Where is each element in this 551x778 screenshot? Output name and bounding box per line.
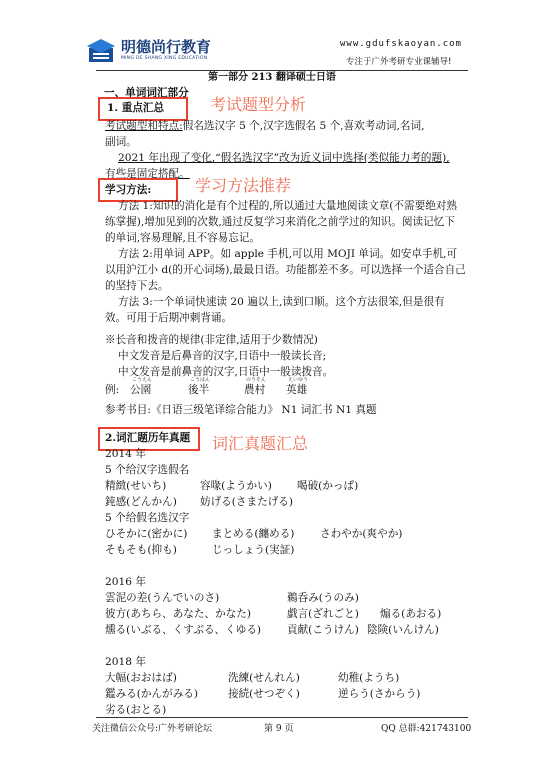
example-label: 例: [105, 384, 120, 396]
logo-subtitle: MING DE SHANG XING EDUCATION [121, 56, 208, 61]
methods-heading: 学习方法: [105, 184, 152, 196]
vocab-item: そもそも(抑も) [105, 544, 177, 556]
example-ruby: えいゆう [288, 377, 309, 383]
logo [86, 36, 116, 66]
vocab-item: 陰険(いんけん) [367, 624, 439, 636]
logo-title: 明德尚行教育 [121, 38, 212, 56]
vocab-item: まとめる(纏める) [212, 528, 295, 540]
method-line: 的单词,容易理解,且不容易忘记。 [105, 232, 261, 244]
vocab-item: 鈍感(どんかん) [105, 496, 177, 508]
year-heading: 2016 年 [105, 576, 146, 588]
example-ruby: こうえん [132, 377, 153, 383]
paragraph-2021-change: 2021 年出现了变化,“假名选汉字”改为近义词中选择(类似能力考的题), [118, 152, 450, 164]
vocab-item: 鑑みる(かんがみる) [105, 688, 199, 700]
method-line: 方法 1:知识的消化是有个过程的,所以通过大量地阅读文章(不需要绝对熟 [118, 200, 457, 212]
exam-type-label: 考试题型和特点: [105, 120, 183, 132]
vocab-item: 彼方(あちら、あなた、かなた) [105, 608, 251, 620]
paragraph-exam-type [105, 118, 424, 134]
method-line: 方法 3:一个单词快速读 20 遍以上,读到口顺。这个方法很笨,但是很有 [118, 296, 445, 308]
method-line: 以用沪江小 d(的开心词场),最最日语。功能都差不多。可以选择一个适合自己 [105, 264, 466, 276]
annotation-past-exams: 词汇真题汇总 [212, 434, 309, 453]
vocab-item: 劣る(おとる) [105, 704, 167, 716]
vocab-item: 妨げる(さまたげる) [200, 496, 294, 508]
section-heading: 一、单词词汇部分 [104, 87, 189, 99]
example-word: 後半 [188, 384, 210, 396]
question-type: 5 个给假名选汉字 [105, 512, 190, 524]
vocab-item: 燻る(いぶる、くすぶる、くゆる) [105, 624, 262, 636]
vocab-item: 逆らう(さからう) [338, 688, 421, 700]
footer-wechat: 关注微信公众号:广外考研论坛 [92, 724, 213, 734]
rule-line: 中文发音是前鼻音的汉字,日语中一般读拨音。 [118, 366, 334, 378]
graduation-cap-icon [86, 36, 116, 66]
example-ruby: のうそん [246, 377, 267, 383]
vocab-item: じっしょう(実証) [212, 544, 295, 556]
question-type: 5 个给汉字选假名 [105, 464, 190, 476]
footer-qq-group: QQ 总群:421743100 [381, 724, 472, 734]
subheading-key-summary: 1. 重点汇总 [107, 102, 165, 114]
vocab-item: 鵜呑み(うのみ) [287, 592, 359, 604]
vocab-item: ひそかに(密かに) [105, 528, 188, 540]
rule-title: ※长音和拨音的规律(非定律,适用于少数情况) [105, 334, 318, 346]
method-line: 方法 2:用单词 APP。如 apple 手机,可以用 MOJI 单词。如安卓手机,可 [118, 248, 458, 260]
example-word: 農村 [244, 384, 266, 396]
paragraph-exam-type-2: 副词。 [105, 136, 137, 148]
vocab-item: 洗練(せんれん) [228, 672, 300, 684]
example-word: 公園 [130, 384, 152, 396]
part-title: 第一部分 213 翻译硕士日语 [208, 72, 336, 83]
slogan: 专注于广外考研专业课辅导! [346, 57, 452, 67]
vocab-item: 幼稚(ようち) [338, 672, 400, 684]
vocab-item: 喝破(かっぱ) [297, 480, 359, 492]
vocab-item: 接続(せつぞく) [228, 688, 300, 700]
example-ruby: こうはん [190, 377, 211, 383]
vocab-item: 精緻(せいち) [105, 480, 167, 492]
vocab-item: 貢献(こうけん) [287, 624, 359, 636]
vocab-item: 雲泥の差(うんでいのさ) [105, 592, 220, 604]
annotation-exam-type: 考试题型分析 [210, 95, 307, 114]
vocab-item: 容喙(ようかい) [200, 480, 272, 492]
past-exam-heading: 2.词汇题历年真题 [105, 432, 191, 444]
vocab-item: さわやか(爽やか) [320, 528, 403, 540]
method-line: 的坚持下去。 [105, 280, 169, 292]
paragraph-2021-change-2: 有些是固定搭配。 [105, 168, 190, 180]
year-heading: 2014 年 [105, 448, 146, 460]
footer-rule [96, 717, 468, 718]
page-number: 第 9 页 [264, 724, 294, 734]
vocab-item: 大幅(おおはば) [105, 672, 177, 684]
method-line: 效。可用于后期冲刺背诵。 [105, 312, 233, 324]
method-line: 练掌握),增加见到的次数,通过反复学习来消化之前学过的知识。阅读记忆下 [105, 216, 455, 228]
example-word: 英雄 [286, 384, 308, 396]
rule-line: 中文发音是后鼻音的汉字,日语中一般读长音; [118, 350, 327, 362]
reference-books: 参考书目:《日语三级笔译综合能力》 N1 词汇书 N1 真题 [105, 404, 377, 416]
annotation-methods: 学习方法推荐 [195, 176, 292, 195]
exam-type-text: 假名选汉字 5 个,汉字选假名 5 个,喜欢考动词,名词, [182, 120, 425, 132]
site-url[interactable]: www.gdufskaoyan.com [340, 39, 462, 49]
year-heading: 2018 年 [105, 656, 146, 668]
vocab-item: 戯言(ざれごと) [287, 608, 359, 620]
vocab-item: 煽る(あおる) [380, 608, 442, 620]
